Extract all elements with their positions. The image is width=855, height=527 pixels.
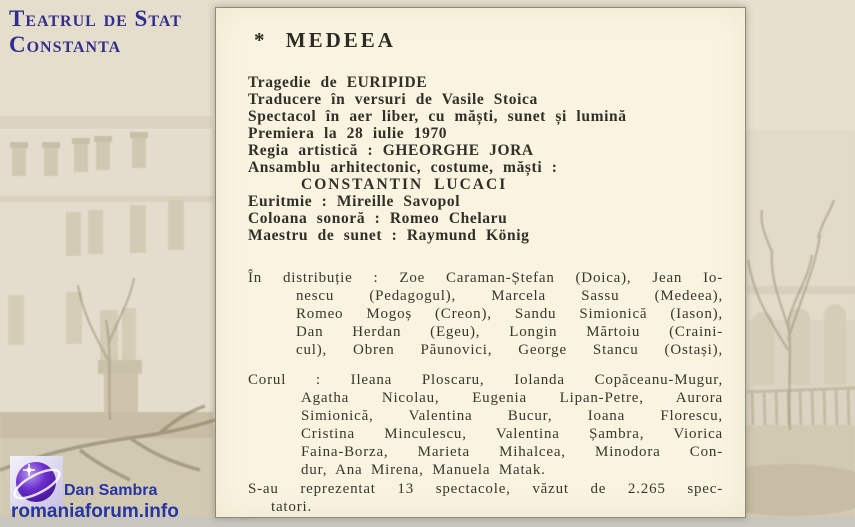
cast-line: Dan Herdan (Egeu), Longin Mărtoiu (Craini- xyxy=(296,324,723,340)
site-credit xyxy=(0,450,215,527)
watermark-theatre-name: Teatrul de Stat xyxy=(9,6,182,31)
credit-site-url: romaniaforum.info xyxy=(11,501,179,522)
stats-line: tatori. xyxy=(271,499,313,515)
cast-line: În distribuție : Zoe Caraman-Ștefan (Doica), Jean Io- xyxy=(248,270,723,286)
credit-line-genre: Tragedie de EURIPIDE xyxy=(248,74,428,91)
credit-line-soundtrack: Coloana sonoră : Romeo Chelaru xyxy=(248,210,508,227)
chorus-line: Simionică, Valentina Bucur, Ioana Florescu, xyxy=(301,408,723,424)
chorus-line: Faina-Borza, Marieta Mihalcea, Minodora Con- xyxy=(301,444,723,460)
chorus-line: dur, Ana Mirena, Manuela Matak. xyxy=(301,462,546,478)
credit-line-show-type: Spectacol în aer liber, cu măști, sunet și lumină xyxy=(248,108,627,125)
credit-line-design-label: Ansamblu arhitectonic, costume, măști : xyxy=(248,159,558,176)
cast-block xyxy=(248,269,723,359)
credit-line-designer: CONSTANTIN LUCACI xyxy=(301,176,508,193)
stats-line: S-au reprezentat 13 spectacole, văzut de 2.265 spec- xyxy=(248,481,723,497)
credit-line-premiere: Premiera la 28 iulie 1970 xyxy=(248,125,448,142)
credit-line-translation: Traducere în versuri de Vasile Stoica xyxy=(248,91,538,108)
chorus-line: Agatha Nicolau, Eugenia Lipan-Petre, Aurora xyxy=(301,390,723,406)
credit-author-name: Dan Sambra xyxy=(64,482,158,499)
credit-line-eurythmy: Euritmie : Mireille Savopol xyxy=(248,193,461,210)
watermark-city-name: Constanta xyxy=(9,32,122,57)
credit-line-director: Regia artistică : GHEORGHE JORA xyxy=(248,142,534,159)
chorus-block xyxy=(248,371,723,479)
playbill-paper xyxy=(215,7,746,518)
play-title: * MEDEEA xyxy=(254,28,396,52)
cast-line: Romeo Mogoș (Creon), Sandu Simionică (Iason), xyxy=(296,306,723,322)
cast-line: cul), Obren Păunovici, George Stancu (Ostași), xyxy=(296,342,723,358)
credits-block xyxy=(248,74,723,244)
chorus-line: Corul : Ileana Ploscaru, Iolanda Copăceanu-Mugur, xyxy=(248,372,723,388)
chorus-line: Cristina Minculescu, Valentina Șambra, Viorica xyxy=(301,426,723,442)
watermark xyxy=(9,6,182,58)
credit-line-sound-master: Maestru de sunet : Raymund König xyxy=(248,227,530,244)
cast-line: nescu (Pedagogul), Marcela Sassu (Medeea), xyxy=(296,288,723,304)
statistics-block xyxy=(248,480,723,516)
